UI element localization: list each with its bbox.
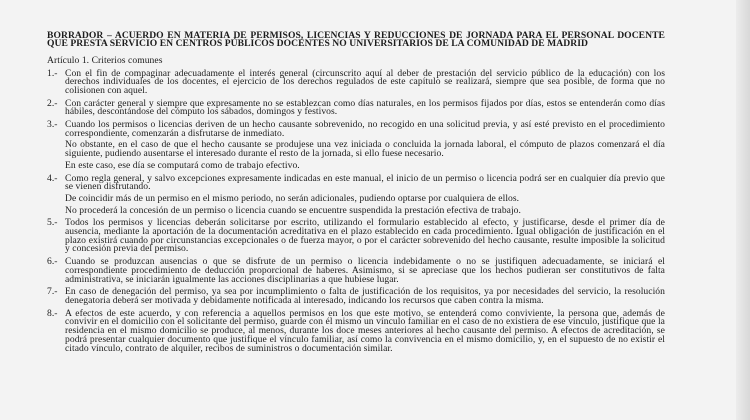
item-body	[65, 219, 665, 254]
item-number: 6.-	[47, 256, 58, 268]
item-paragraph: De coincidir más de un permiso en el mismo periodo, no serán adicionales, pudiendo optarse por cualquiera de ellos.	[65, 192, 520, 204]
item-number: 5.-	[47, 217, 58, 229]
item-paragraph: Todos los permisos y licencias deberán solicitarse por escrito, utilizando el formulario establecido al efecto, y justificarse, desde el primer día de ausencia, mediante la aportación de la documentación acreditativa en el plazo establecido en cada procedimiento. Igual obligación de justificación en el plazo existirá cuando por circunstancias excepcionales o de fuerza mayor, o por el carácter sobrevenido del hecho causante, resulte imposible la solicitud y concesión previa del permiso.	[65, 217, 665, 255]
article-title: Artículo 1. Criterios comunes	[47, 54, 163, 66]
item-number: 3.-	[47, 119, 58, 131]
item-paragraph: Como regla general, y salvo excepciones expresamente indicadas en este manual, el inicio de un permiso o licencia podrá ser en cualquier día previo que se vienen disfrutando.	[65, 172, 665, 193]
item-body	[65, 67, 665, 96]
item-body	[65, 97, 665, 118]
item-paragraph: No obstante, en el caso de que el hecho causante se produjese una vez iniciada o concluida la jornada laboral, el cómputo de plazos comenzará el día siguiente, pudiendo ausentarse el interesado durante el resto de la jornada, si ello fuese necesario.	[65, 139, 665, 160]
item-paragraph: Con carácter general y siempre que expresamente no se establezcan como días naturales, en los permisos fijados por días, estos se entenderán como días hábiles, descontándose del cómputo los sábados, domingos y festivos.	[65, 97, 665, 118]
item-paragraph: Con el fin de compaginar adecuadamente el interés general (circunscrito aquí al deber de prestación del servicio público de la educación) con los derechos individuales de los docentes, el ejercicio de los derechos regulados de este capítulo se realizará, siempre que sea posible, de forma que no colisionen con aquel.	[65, 67, 665, 96]
article-item	[47, 258, 665, 284]
item-paragraph: No procederá la concesión de un permiso o licencia cuando se encuentre suspendida la prestación efectiva de trabajo.	[65, 204, 521, 216]
item-body	[65, 121, 665, 171]
item-paragraph: En caso de denegación del permiso, ya sea por incumplimiento o falta de justificación de los requisitos, ya por necesidades del servicio, la resolución denegatoria deberá ser motivada y debidamente notificada al interesado, indicando los recursos que caben contra la misma.	[65, 286, 665, 306]
item-body	[65, 307, 665, 354]
article-item	[47, 307, 665, 354]
item-body	[65, 172, 665, 216]
item-number: 2.-	[47, 97, 58, 109]
document-title: BORRADOR – ACUERDO EN MATERIA DE PERMISOS, LICENCIAS Y REDUCCIONES DE JORNADA PARA EL PERSONAL DOCENTE QUE PRESTA SERVICIO EN CENTROS PÚBLICOS DOCENTES NO UNIVERSITARIOS DE LA COMUNIDAD DE MADRID	[47, 30, 665, 50]
article-item	[47, 172, 665, 216]
item-number: 4.-	[47, 172, 58, 184]
document-body	[47, 32, 665, 357]
item-number: 1.-	[47, 67, 58, 79]
article-item	[47, 288, 665, 305]
item-paragraph: A efectos de este acuerdo, y con referencia a aquellos permisos en los que este motivo, se entenderá como conviviente, la persona que, además de convivir en el domicilio con el solicitante del permiso, guarde con él mismo un vínculo familiar en el caso de no existiera de ese vínculo, justifique que la residencia en el mismo domicilio se produce, al menos, durante los doce meses anteriores al hecho causante del permiso. A efectos de acreditación, se podrá presentar cualquier documento que justifique el vínculo familiar, así como la convivencia en el mismo domicilio, y, en el supuesto de no existir el citado vínculo, contrato de alquiler, recibos de suministros o documentación similar.	[65, 307, 665, 354]
item-paragraph: Cuando los permisos o licencias deriven de un hecho causante sobrevenido, no recogido en una solicitud previa, y así esté previsto en el procedimiento correspondiente, comenzarán a disfrutarse de inmediato.	[65, 119, 665, 139]
item-paragraph: En este caso, ese día se computará como de trabajo efectivo.	[65, 159, 300, 171]
article-item	[47, 97, 665, 118]
article-item	[47, 219, 665, 254]
item-number: 8.-	[47, 307, 58, 319]
scan-edge-shadow	[736, 0, 750, 420]
article-items	[47, 67, 665, 354]
item-number: 7.-	[47, 286, 58, 298]
item-body	[65, 288, 665, 305]
article-item	[47, 67, 665, 96]
item-paragraph: Cuando se produzcan ausencias o que se disfrute de un permiso o licencia indebidamente o no se justifiquen adecuadamente, se iniciará el correspondiente procedimiento de deducción proporcional de haberes. Asimismo, si se apreciase que los hechos pudieran ser constitutivos de falta administrativa, se iniciarán igualmente las acciones disciplinarias a que hubiese lugar.	[65, 256, 665, 285]
item-body	[65, 258, 665, 284]
article-item	[47, 121, 665, 171]
